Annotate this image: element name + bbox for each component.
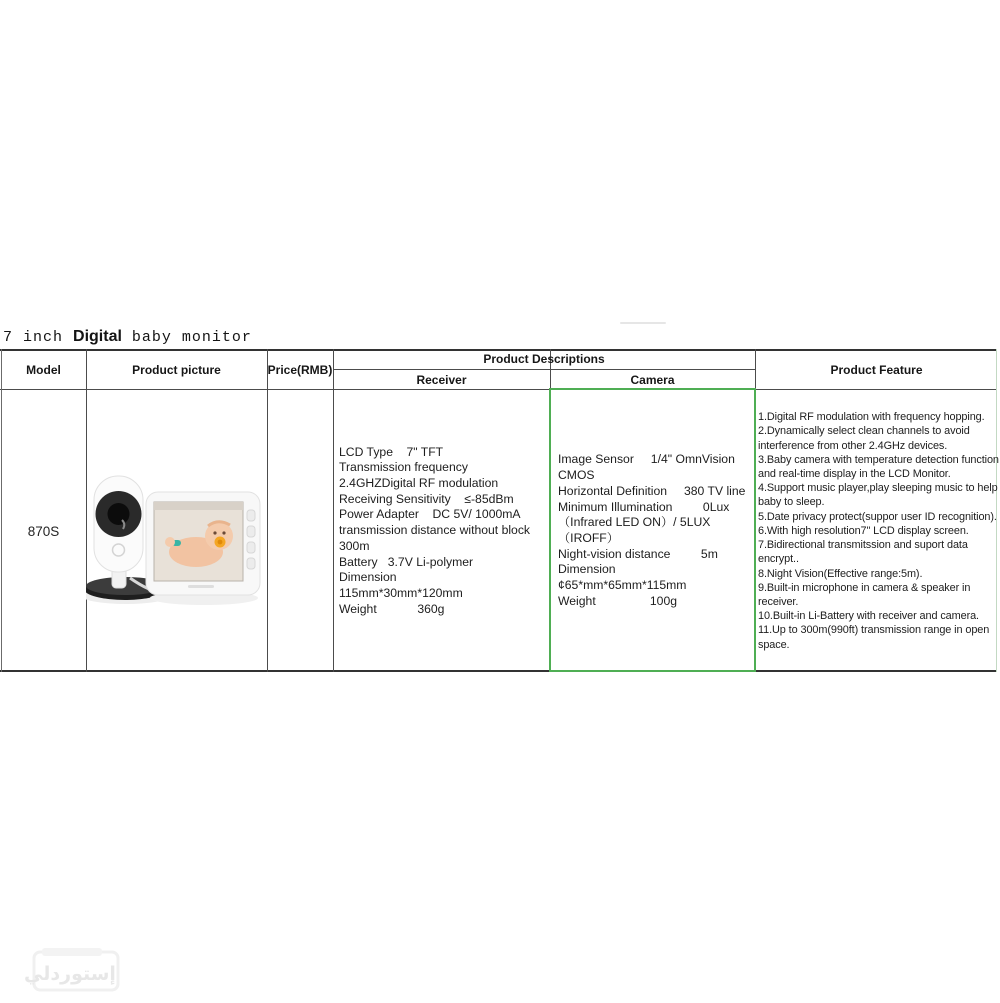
header-product-descriptions-label: Product Descriptions: [483, 352, 605, 366]
camera-spec-line: （IROFF）: [558, 531, 619, 545]
feature-item: 5.Date privacy protect(suppor user ID recognition).: [758, 510, 997, 523]
header-model: [1, 349, 86, 390]
camera-spec-line: Weight 100g: [558, 593, 678, 608]
camera-spec-line: ¢65*mm*65mm*115mm: [558, 578, 687, 593]
product-feature-cell: [755, 390, 1000, 672]
monitor-brand-mark: [188, 585, 214, 588]
receiver-spec-line: Weight 360g: [339, 601, 445, 616]
feature-item: 9.Built-in microphone in camera & speaker in receiver.: [758, 581, 971, 608]
receiver-spec-line: LCD Type 7" TFT: [339, 444, 444, 459]
header-product-feature: [755, 349, 998, 390]
header-product-descriptions: [333, 349, 755, 369]
camera-spec-line: CMOS: [558, 468, 595, 483]
feature-item: 4.Support music player,play sleeping music to help baby to sleep.: [758, 482, 998, 509]
receiver-spec-line: 2.4GHZDigital RF modulation: [339, 476, 499, 491]
camera-spec-line: Night-vision distance 5m: [558, 546, 718, 561]
camera-spec-line: Dimension: [558, 562, 616, 577]
receiver-spec-line: Transmission frequency: [339, 460, 468, 475]
header-model-label: Model: [26, 362, 61, 377]
header-product-picture-label: Product picture: [132, 362, 221, 377]
watermark-text: إستوردلي: [24, 963, 116, 985]
camera-spec-line: Horizontal Definition 380 TV line: [558, 483, 746, 498]
camera-spec-line: （Infrared LED ON）/ 5LUX: [558, 515, 711, 530]
camera-specs-cell: [553, 390, 758, 672]
feature-item: 11.Up to 300m(990ft) transmission range in open space.: [758, 624, 990, 651]
receiver-spec-line: Power Adapter DC 5V/ 1000mA: [339, 507, 521, 522]
receiver-spec-line: 115mm*30mm*120mm: [339, 585, 463, 600]
title-suffix: baby monitor: [121, 329, 252, 346]
camera-spec-line: Minimum Illumination 0Lux: [558, 499, 730, 514]
receiver-specs-cell: [333, 390, 550, 672]
header-receiver-label: Receiver: [416, 372, 467, 387]
camera-spec-line: Image Sensor 1/4" OmnVision: [558, 452, 735, 467]
feature-item: 7.Bidirectional transmitssion and suport data encrypt..: [758, 539, 968, 566]
feature-item: 6.With high resolution7" LCD display screen.: [758, 524, 969, 537]
product-photo: [86, 390, 267, 672]
receiver-spec-line: Battery 3.7V Li-polymer: [339, 554, 474, 569]
header-product-picture: [86, 349, 267, 390]
feature-item: 1.Digital RF modulation with frequency hopping.: [758, 411, 985, 424]
receiver-spec-line: Receiving Sensitivity ≤-85dBm: [339, 491, 514, 506]
product-picture-cell: [86, 390, 267, 672]
feature-item: 8.Night Vision(Effective range:5m).: [758, 567, 923, 580]
header-product-feature-label: Product Feature: [830, 362, 923, 377]
page-title: [3, 328, 252, 346]
receiver-spec-line: transmission distance without block: [339, 523, 531, 538]
header-camera: [550, 369, 755, 390]
scan-artifact-line: [620, 322, 666, 324]
title-prefix: 7 inch: [3, 329, 74, 346]
watermark-graphic: [6, 948, 136, 998]
header-price-label: Price(RMB): [267, 362, 333, 377]
model-value: 870S: [27, 523, 60, 539]
header-price: [267, 349, 333, 390]
receiver-spec-line: 300m: [339, 538, 370, 553]
model-cell: [1, 390, 86, 672]
col-line-receiver-camera: [550, 349, 551, 672]
receiver-spec-line: Dimension: [339, 570, 397, 585]
header-camera-label: Camera: [630, 372, 675, 387]
header-receiver: [333, 369, 550, 390]
feature-item: 2.Dynamically select clean channels to avoid interference from other 2.4GHz devices.: [758, 425, 970, 452]
feature-item: 3.Baby camera with temperature detection function and real-time display in the LCD Monitor.: [758, 453, 999, 481]
watermark-logo: [6, 948, 136, 998]
title-bold: Digital: [73, 328, 122, 345]
price-cell: [267, 390, 333, 672]
feature-item: 10.Built-in Li-Battery with receiver and camera.: [758, 610, 979, 623]
